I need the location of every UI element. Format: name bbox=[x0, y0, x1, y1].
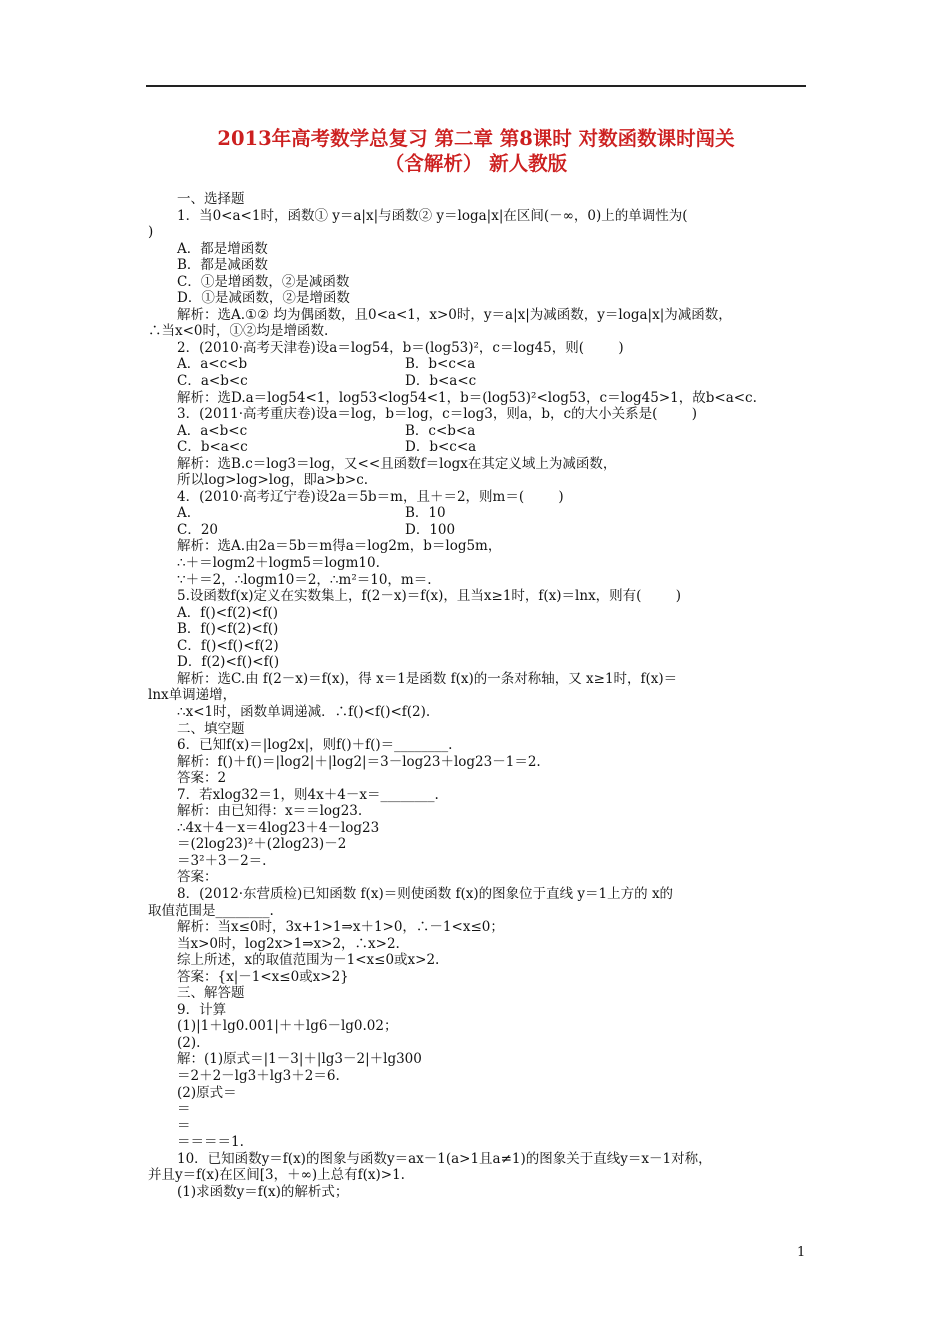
text-line: ∴当x<0时，①②均是增函数. bbox=[148, 323, 329, 340]
text-line: A．f()<f(2)<f() bbox=[177, 604, 279, 621]
text-line: ) bbox=[148, 224, 154, 241]
text-line: 解析：由已知得：x＝＝log23. bbox=[177, 803, 363, 820]
text-line: 6．已知f(x)＝|log2x|，则f()＋f()＝________. bbox=[177, 737, 453, 754]
text-line: 1．当0<a<1时，函数① y＝a|x|与函数② y＝loga|x|在区间(－∞，0)上的单调性为( bbox=[177, 207, 688, 224]
document-body bbox=[148, 191, 806, 1200]
text-line: ＝3²＋3－2＝. bbox=[177, 852, 267, 869]
option-left: C．20 bbox=[177, 521, 219, 538]
page-number: 1 bbox=[797, 1245, 806, 1260]
text-line: ＝2＋2－lg3＋lg3＋2＝6. bbox=[177, 1067, 340, 1084]
text-line: 5.设函数f(x)定义在实数集上，f(2－x)＝f(x)，且当x≥1时，f(x)＝lnx，则有( ) bbox=[177, 588, 682, 605]
text-line: 9．计算 bbox=[177, 1001, 227, 1018]
text-line: C．①是增函数，②是减函数 bbox=[177, 273, 350, 290]
text-line: B．f()<f(2)<f() bbox=[177, 621, 279, 638]
header-rule bbox=[146, 85, 806, 87]
text-line: B．都是减函数 bbox=[177, 257, 268, 274]
text-line: 一、选择题 bbox=[177, 191, 245, 207]
text-line: A．都是增函数 bbox=[177, 240, 268, 257]
text-line: 所以log>log>log，即a>b>c. bbox=[177, 472, 369, 489]
option-row bbox=[148, 505, 806, 522]
option-right: D．b<a<c bbox=[405, 373, 477, 390]
option-right: D．b<c<a bbox=[405, 439, 477, 456]
text-line: 解析：当x≤0时，3x+1>1⇒x＋1>0，∴－1<x≤0； bbox=[177, 919, 504, 936]
option-left: C．a<b<c bbox=[177, 373, 248, 390]
text-line: 二、填空题 bbox=[177, 720, 245, 737]
text-line: 综上所述，x的取值范围为－1<x≤0或x>2. bbox=[177, 952, 440, 969]
text-line: 解析：选D.a＝log54<1，log53<log54<1，b＝(log53)²<log53，c＝log45>1，故b<a<c. bbox=[177, 389, 757, 406]
document-subtitle: （含解析） 新人教版 bbox=[384, 152, 568, 175]
option-right: D．100 bbox=[405, 521, 456, 538]
option-left: A．a<c<b bbox=[177, 356, 248, 373]
text-line: 2．(2010·高考天津卷)设a＝log54，b＝(log53)²，c＝log45，则( ) bbox=[177, 339, 624, 356]
option-row bbox=[148, 373, 806, 390]
text-line: 7．若xlog32＝1，则4x＋4－x＝________. bbox=[177, 786, 439, 803]
text-line: (1)|1＋lg0.001|＋＋lg6－lg0.02； bbox=[177, 1018, 398, 1035]
text-line: 8．(2012·东营质检)已知函数 f(x)＝则使函数 f(x)的图象位于直线 y＝1上方的 x的 bbox=[177, 885, 674, 902]
text-line: ＝＝＝＝1. bbox=[177, 1134, 244, 1151]
text-line: 解析：选A.①② 均为偶函数，且0<a<1，x>0时，y＝a|x|为减函数，y＝loga|x|为减函数， bbox=[177, 306, 732, 323]
text-line: ＝(2log23)²＋(2log23)－2 bbox=[177, 836, 347, 853]
text-line: 4．(2010·高考辽宁卷)设2a＝5b＝m，且＋＝2，则m＝( ) bbox=[177, 488, 564, 505]
option-right: B．10 bbox=[405, 505, 446, 522]
text-line: 解析：选C.由 f(2－x)＝f(x)，得 x＝1是函数 f(x)的一条对称轴，又 x≥1时，f(x)＝ bbox=[177, 670, 678, 687]
text-line: D．①是减函数，②是增函数 bbox=[177, 290, 350, 307]
text-line: 当x>0时，log2x>1⇒x>2，∴x>2. bbox=[177, 935, 400, 952]
text-line: (2). bbox=[177, 1034, 201, 1051]
text-line: ∴＋＝logm2＋logm5＝logm10. bbox=[177, 555, 380, 572]
text-line: 解析：选A.由2a＝5b＝m得a＝log2m，b＝log5m， bbox=[177, 538, 502, 555]
text-line: 解：(1)原式＝|1－3|＋|lg3－2|＋lg300 bbox=[177, 1051, 422, 1068]
text-line: (1)求函数y＝f(x)的解析式； bbox=[177, 1183, 349, 1200]
option-row bbox=[148, 522, 806, 539]
text-line: ＝ bbox=[177, 1117, 191, 1134]
option-right: B．b<c<a bbox=[405, 356, 476, 373]
text-line: 取值范围是________. bbox=[148, 902, 274, 919]
option-left: A．a<b<c bbox=[177, 422, 248, 439]
text-line: 3．(2011·高考重庆卷)设a＝log，b＝log，c＝log3，则a，b，c的大小关系是( ) bbox=[177, 406, 697, 423]
text-line: 答案：2 bbox=[177, 770, 227, 787]
text-line: 解析：选B.c＝log3＝log，又<<且函数f＝logx在其定义域上为减函数， bbox=[177, 455, 617, 472]
text-line: 三、解答题 bbox=[177, 985, 245, 1002]
document-title: 2013年高考数学总复习 第二章 第8课时 对数函数课时闯关 bbox=[217, 127, 735, 150]
text-line: 并且y＝f(x)在区间[3，＋∞)上总有f(x)>1. bbox=[148, 1167, 405, 1184]
option-left: C．b<a<c bbox=[177, 439, 248, 456]
text-line: 答案： bbox=[177, 869, 218, 886]
text-line: 答案：{x|－1<x≤0或x>2} bbox=[177, 968, 349, 985]
text-line: C．f()<f()<f(2) bbox=[177, 637, 279, 654]
text-line: D．f(2)<f()<f() bbox=[177, 654, 280, 671]
option-row bbox=[148, 423, 806, 440]
option-row bbox=[148, 356, 806, 373]
text-line: ∴4x＋4－x＝4log23＋4－log23 bbox=[177, 819, 380, 836]
option-right: B．c<b<a bbox=[405, 422, 476, 439]
text-line: 10．已知函数y＝f(x)的图象与函数y＝ax－1(a>1且a≠1)的图象关于直线y＝x－1对称， bbox=[177, 1150, 712, 1167]
text-line: lnx单调递增， bbox=[148, 687, 237, 704]
text-line: 解析：f()＋f()＝|log2|＋|log2|＝3－log23＋log23－1＝2. bbox=[177, 753, 541, 770]
option-row bbox=[148, 439, 806, 456]
text-line: ∴x<1时，函数单调递减．∴f()<f()<f(2). bbox=[177, 703, 431, 720]
text-line: (2)原式＝ bbox=[177, 1084, 237, 1101]
text-line: ＝ bbox=[177, 1101, 191, 1118]
option-left: A. bbox=[177, 505, 192, 522]
text-line: ∵＋＝2，∴logm10＝2，∴m²＝10，m＝. bbox=[177, 571, 432, 588]
